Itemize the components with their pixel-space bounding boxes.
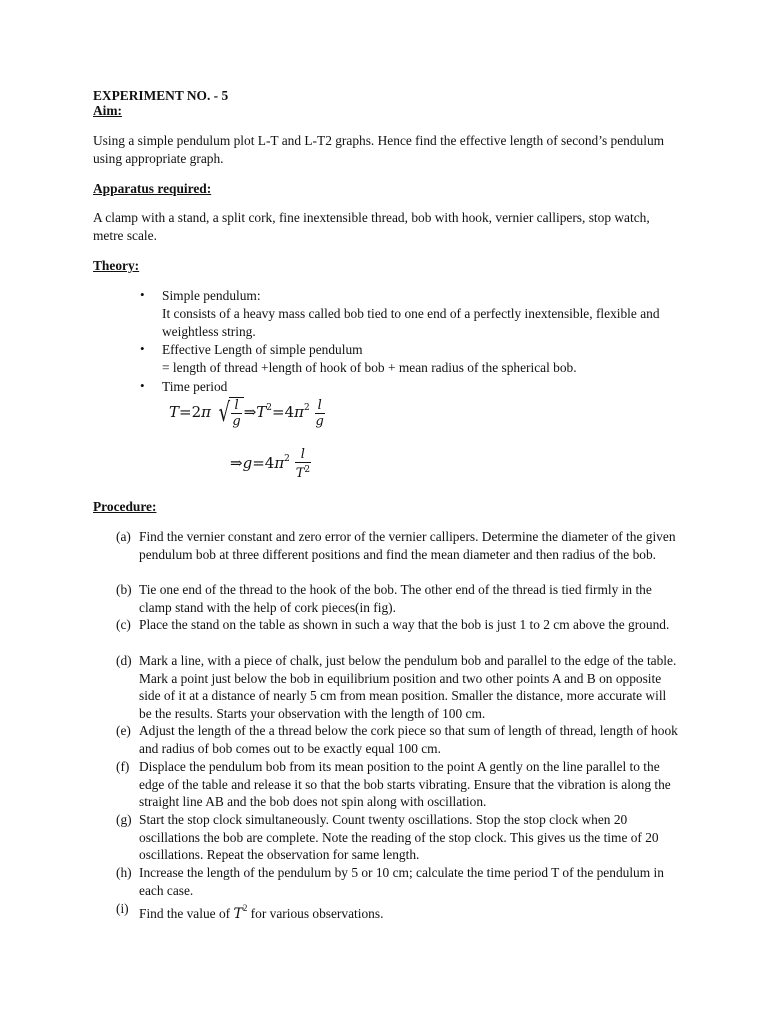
step-text: Mark a line, with a piece of chalk, just below the pendulum bob and parallel to the edge of the table. Mark a point just below the bob in equilibrium position and two other points A and B on opposite side of it at a distance of nearly 5 cm from mean position. Smaller the distance, more accurate will be the results. Starts your observation with the length of 100 cm.	[139, 653, 677, 722]
step-text: Place the stand on the table as shown in such a way that the bob is just 1 to 2 cm above the ground.	[139, 617, 670, 632]
step-label: (f)	[116, 759, 130, 774]
theory-item-title: Effective Length of simple pendulum	[162, 342, 363, 357]
step-text: Adjust the length of the a thread below the cork piece so that sum of length of thread, length of hook and radius of bob comes out to be exactly equal 100 cm.	[139, 723, 678, 756]
theory-label: Theory:	[93, 258, 140, 273]
step-label: (b)	[116, 582, 132, 597]
step-label: (g)	[116, 812, 132, 827]
step-label: (i)	[116, 901, 129, 916]
experiment-heading: EXPERIMENT NO. - 5	[93, 88, 229, 103]
bullet-icon: •	[140, 341, 145, 356]
gravity-formula: $\Rightarrow g=4\pi^2$ $\frac{l}{T^2}$	[230, 447, 311, 481]
step-label: (h)	[116, 865, 132, 880]
theory-item-text: = length of thread +length of hook of bob + mean radius of the spherical bob.	[162, 360, 577, 375]
theory-item-title: Simple pendulum:	[162, 288, 261, 303]
procedure-label: Procedure:	[93, 499, 157, 514]
step-label: (e)	[116, 723, 131, 738]
apparatus-label: Apparatus required:	[93, 181, 212, 196]
apparatus-text: A clamp with a stand, a split cork, fine inextensible thread, bob with hook, vernier callipers, stop watch, metre scale.	[93, 210, 650, 243]
bullet-icon: •	[140, 378, 145, 393]
step-text: Tie one end of the thread to the hook of the bob. The other end of the thread is tied firmly in the clamp stand with the help of cork pieces(in fig).	[139, 582, 652, 615]
step-label: (c)	[116, 617, 131, 632]
square-root: √ $\frac{l}{g}$	[216, 397, 244, 429]
step-text: Find the vernier constant and zero error of the vernier callipers. Determine the diameter of the given pendulum bob at three different positions and find the mean diameter and then radius of the bob.	[139, 529, 676, 562]
time-period-formula: T=2π √ $\frac{l}{g}$ $\Rightarrow T^2=4\pi^2$ $\frac{l}{g}$	[169, 397, 324, 429]
aim-label: Aim:	[93, 103, 123, 118]
step-label: (a)	[116, 529, 131, 544]
theory-item-text: It consists of a heavy mass called bob tied to one end of a perfectly inextensible, flexible and weightless string.	[162, 306, 660, 339]
step-text: Displace the pendulum bob from its mean position to the point A gently on the line parallel to the edge of the table and release it so that the bob starts vibrating. Ensure that the vibration is along the straight line AB and the bob does not spin along with oscillation.	[139, 759, 671, 810]
step-text: Start the stop clock simultaneously. Count twenty oscillations. Stop the stop clock when 20 oscillations the bob are complete. Note the reading of the stop clock. This gives us the time of 20 oscillations. Repeat the observation for same length.	[139, 812, 659, 863]
theory-item-title: Time period	[162, 379, 228, 394]
bullet-icon: •	[140, 287, 145, 302]
step-text-i: Find the value of $T^2$ for various observations.	[139, 903, 384, 922]
aim-text: Using a simple pendulum plot L-T and L-T2 graphs. Hence find the effective length of second’s pendulum using appropriate graph.	[93, 133, 665, 166]
step-label: (d)	[116, 653, 132, 668]
step-text: Increase the length of the pendulum by 5 or 10 cm; calculate the time period T of the pendulum in each case.	[139, 865, 664, 898]
